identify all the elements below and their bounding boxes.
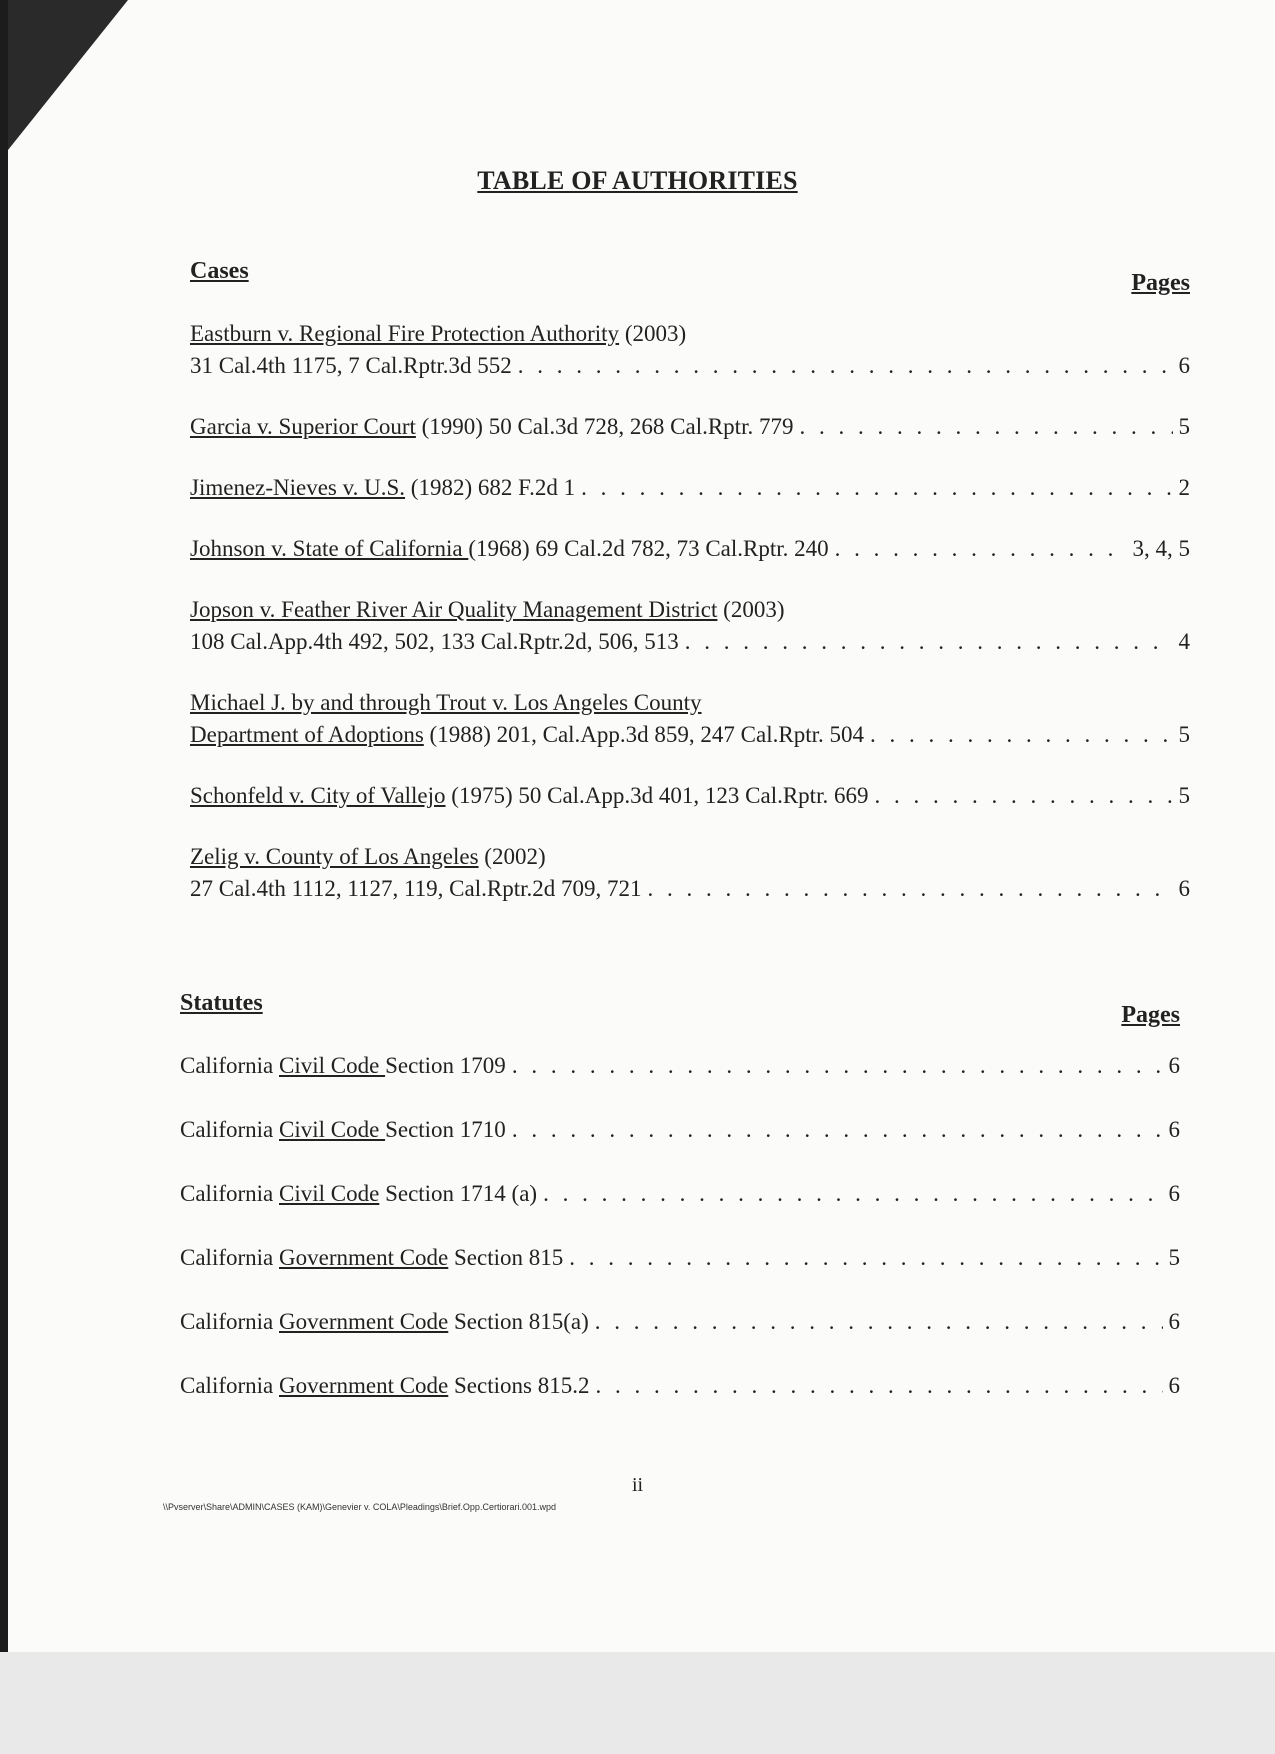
statute-pages: 6 (1168, 1309, 1180, 1334)
folded-corner (8, 0, 128, 150)
case-line-1 (190, 472, 1190, 504)
case-line-1 (190, 411, 1190, 443)
case-line-1 (190, 594, 1190, 626)
case-citation: (1968) 69 Cal.2d 782, 73 Cal.Rptr. 240 (468, 536, 829, 561)
file-path-footer: \\Pvserver\Share\ADMIN\CASES (KAM)\Genevier v. COLA\Pleadings\Brief.Opp.Certiorari.001.wpd (163, 1502, 556, 1512)
case-entry (190, 687, 1190, 751)
case-pages: 6 (1178, 353, 1190, 378)
statute-code: Civil Code (279, 1181, 380, 1206)
cases-list (190, 318, 1190, 905)
scan-bottom-margin (0, 1652, 1275, 1754)
statutes-heading: Statutes (180, 990, 263, 1016)
statutes-pages-heading: Pages (1121, 1002, 1180, 1028)
statute-prefix: California (180, 1053, 279, 1078)
case-name: Jopson v. Feather River Air Quality Management District (190, 597, 718, 622)
case-entry (190, 780, 1190, 812)
statute-code: Government Code (279, 1245, 449, 1270)
case-citation: (2003) (717, 597, 785, 622)
case-name: Johnson v. State of California (190, 536, 469, 561)
dot-leader (581, 472, 1172, 504)
dot-leader (685, 626, 1173, 658)
case-entry (190, 533, 1190, 565)
statute-section: Section 1714 (a) (379, 1181, 538, 1206)
case-citation: (1982) 682 F.2d 1 (405, 475, 576, 500)
case-name: Jimenez-Nieves v. U.S. (190, 475, 406, 500)
statute-pages: 6 (1168, 1373, 1180, 1398)
case-reporter: 31 Cal.4th 1175, 7 Cal.Rptr.3d 552 (190, 353, 512, 378)
case-line-2 (190, 350, 1190, 382)
statute-code: Government Code (279, 1309, 449, 1334)
statute-prefix: California (180, 1309, 279, 1334)
case-pages: 2 (1178, 475, 1190, 500)
dot-leader (595, 1306, 1163, 1338)
case-entry (190, 318, 1190, 382)
statute-prefix: California (180, 1373, 279, 1398)
case-name: Zelig v. County of Los Angeles (190, 844, 479, 869)
statute-section: Section 815(a) (448, 1309, 589, 1334)
statutes-header (180, 990, 1180, 1050)
dot-leader (799, 411, 1172, 443)
statute-prefix: California (180, 1245, 279, 1270)
case-citation: (2003) (619, 321, 687, 346)
case-name: Garcia v. Superior Court (190, 414, 416, 439)
statute-code: Civil Code (279, 1117, 386, 1142)
dot-leader (874, 780, 1172, 812)
dot-leader (647, 873, 1172, 905)
case-pages: 5 (1178, 783, 1190, 808)
statute-pages: 5 (1168, 1245, 1180, 1270)
case-name-continued: Department of Adoptions (190, 722, 424, 747)
case-reporter: 108 Cal.App.4th 492, 502, 133 Cal.Rptr.2d, 506, 513 (190, 629, 679, 654)
case-name: Eastburn v. Regional Fire Protection Authority (190, 321, 620, 346)
dot-leader (512, 1050, 1163, 1082)
case-line-1 (190, 780, 1190, 812)
dot-leader (835, 533, 1127, 565)
statute-entry (180, 1114, 1180, 1146)
case-pages: 4 (1178, 629, 1190, 654)
page-number: ii (631, 1474, 644, 1496)
case-line-2 (190, 873, 1190, 905)
statute-entry (180, 1242, 1180, 1274)
case-reporter: 27 Cal.4th 1112, 1127, 119, Cal.Rptr.2d 709, 721 (190, 876, 642, 901)
statute-code: Civil Code (279, 1053, 386, 1078)
statute-pages: 6 (1168, 1181, 1180, 1206)
case-reporter: (1988) 201, Cal.App.3d 859, 247 Cal.Rptr. 504 (423, 722, 864, 747)
statute-pages: 6 (1168, 1053, 1180, 1078)
case-line-1 (190, 533, 1190, 565)
dot-leader (518, 350, 1173, 382)
case-name: Schonfeld v. City of Vallejo (190, 783, 446, 808)
case-line-1 (190, 841, 1190, 873)
case-entry (190, 594, 1190, 658)
cases-heading: Cases (190, 258, 249, 284)
statutes-list (180, 1050, 1180, 1402)
statute-entry (180, 1178, 1180, 1210)
page-title: TABLE OF AUTHORITIES (477, 166, 798, 195)
statute-code: Government Code (279, 1373, 449, 1398)
case-line-1 (190, 687, 1190, 719)
case-pages: 3, 4, 5 (1132, 536, 1190, 561)
statute-prefix: California (180, 1181, 279, 1206)
cases-header (190, 258, 1190, 318)
case-pages: 5 (1178, 414, 1190, 439)
statute-section: Section 815 (448, 1245, 564, 1270)
dot-leader (870, 719, 1173, 751)
statute-section: Sections 815.2 (448, 1373, 590, 1398)
case-citation: (1975) 50 Cal.App.3d 401, 123 Cal.Rptr. 669 (445, 783, 869, 808)
case-citation: (1990) 50 Cal.3d 728, 268 Cal.Rptr. 779 (415, 414, 794, 439)
dot-leader (595, 1370, 1162, 1402)
cases-section (190, 258, 1190, 934)
dot-leader (569, 1242, 1162, 1274)
statute-entry (180, 1306, 1180, 1338)
case-entry (190, 411, 1190, 443)
case-name: Michael J. by and through Trout v. Los Angeles County (190, 690, 702, 715)
statute-section: Section 1709 (385, 1053, 506, 1078)
dot-leader (512, 1114, 1163, 1146)
case-line-2 (190, 719, 1190, 751)
statute-prefix: California (180, 1117, 279, 1142)
statute-entry (180, 1050, 1180, 1082)
statute-entry (180, 1370, 1180, 1402)
case-entry (190, 472, 1190, 504)
statute-section: Section 1710 (385, 1117, 506, 1142)
case-entry (190, 841, 1190, 905)
statutes-section (180, 990, 1180, 1434)
case-line-1 (190, 318, 1190, 350)
case-line-2 (190, 626, 1190, 658)
statute-pages: 6 (1168, 1117, 1180, 1142)
cases-pages-heading: Pages (1131, 270, 1190, 296)
case-pages: 6 (1178, 876, 1190, 901)
dot-leader (543, 1178, 1162, 1210)
case-citation: (2002) (478, 844, 546, 869)
case-pages: 5 (1178, 722, 1190, 747)
